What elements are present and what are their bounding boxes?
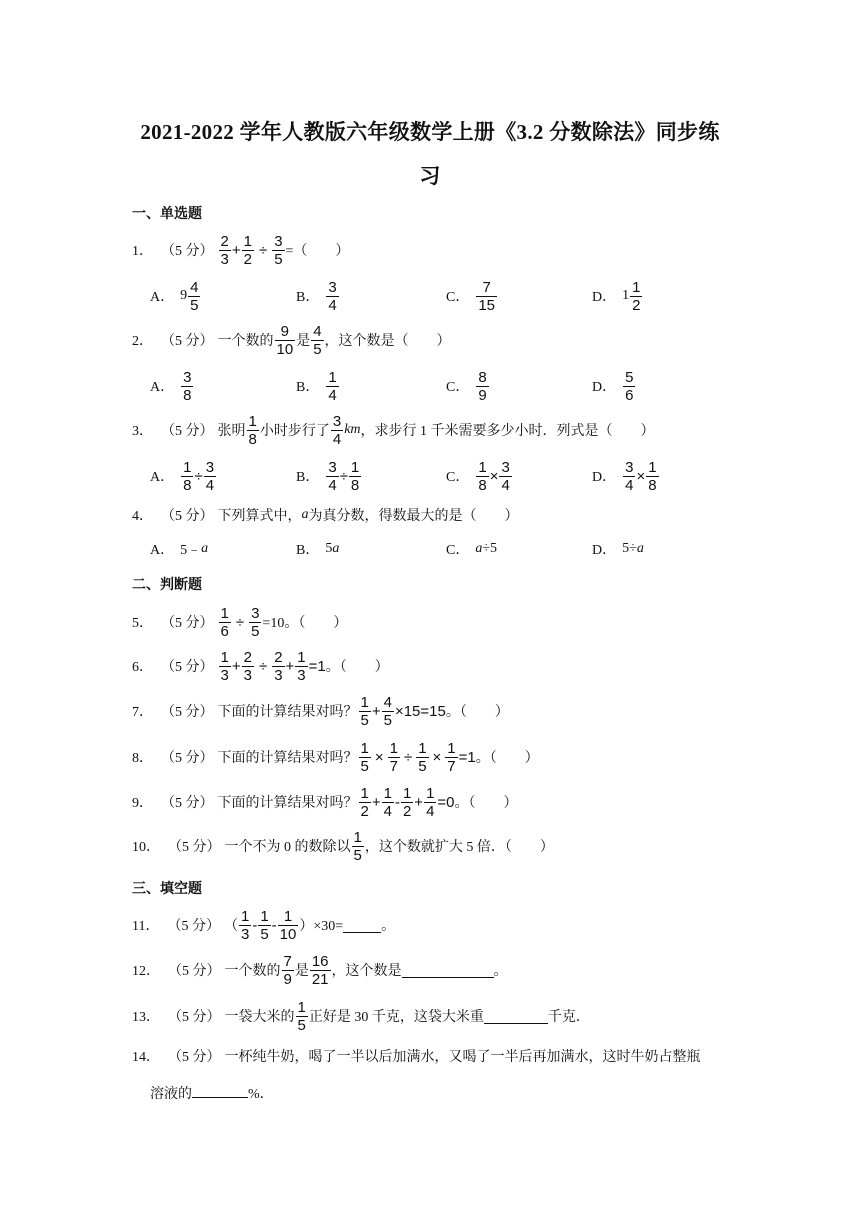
question-text: 为真分数，得数最大的是（ ） xyxy=(308,509,519,524)
question-13 xyxy=(132,996,590,1036)
question-score: （5 分） xyxy=(168,1010,221,1025)
option-d[interactable]: D． $\frac{5}{6}$ xyxy=(592,368,634,404)
answer-blank[interactable] xyxy=(402,963,494,978)
question-5 xyxy=(132,602,347,642)
question-number: 4． xyxy=(132,509,153,524)
fraction: $\frac{1}{7}$ xyxy=(389,739,398,775)
option-c[interactable]: C． $\frac{1}{8}$ × $\frac{3}{4}$ xyxy=(446,458,510,494)
fraction: $\frac{1}{8}$ xyxy=(248,412,257,448)
section-fill-blank: 三、填空题 xyxy=(132,882,202,897)
question-8 xyxy=(132,737,539,777)
section-true-false: 二、判断题 xyxy=(132,578,202,593)
question-text: 一杯纯牛奶，喝了一半以后加满水，又喝了一半后再加满水，这时牛奶占整瓶 xyxy=(224,1050,701,1065)
question-3 xyxy=(132,410,655,450)
question-text: 是 xyxy=(296,334,311,349)
question-score: （5 分） xyxy=(161,509,214,524)
question-end: 千克． xyxy=(547,1010,590,1025)
question-text: 张明 xyxy=(217,424,246,439)
operator: + xyxy=(371,702,381,720)
question-score: （5 分） xyxy=(161,796,214,811)
fraction: $\frac{1}{3}$ xyxy=(240,907,250,943)
fraction: $\frac{4}{5}$ xyxy=(383,693,392,729)
fraction: $\frac{1}{5}$ xyxy=(418,739,427,775)
operator: ÷ xyxy=(258,657,268,675)
option-d[interactable]: D． 5÷ a xyxy=(592,541,644,558)
question-text: 一个不为 0 的数除以 xyxy=(224,840,351,855)
question-text: 下面的计算结果对吗？ xyxy=(217,705,358,720)
question-12 xyxy=(132,950,508,990)
fraction: $\frac{1}{7}$ xyxy=(447,739,456,775)
page-title-continued: 习 xyxy=(419,164,441,188)
fraction: $\frac{16}{21}$ xyxy=(311,952,329,988)
question-1 xyxy=(132,230,349,270)
fraction: $\frac{1}{2}$ xyxy=(360,784,369,820)
question-number: 6． xyxy=(132,660,153,675)
equation-result: =1 xyxy=(308,657,326,675)
options-q1 xyxy=(150,276,710,316)
question-text: 一袋大米的 xyxy=(224,1010,295,1025)
question-end: %． xyxy=(248,1087,274,1102)
option-d[interactable]: D． 1 $\frac{1}{2}$ xyxy=(592,278,641,314)
question-tail: 。（ ） xyxy=(445,705,509,720)
fraction: $\frac{1}{4}$ xyxy=(383,784,392,820)
question-text: 一个数的 xyxy=(217,334,274,349)
question-text: ，这个数就扩大 5 倍．（ ） xyxy=(364,840,554,855)
page-title: 2021-2022 学年人教版六年级数学上册《3.2 分数除法》同步练 xyxy=(140,120,720,144)
question-number: 2． xyxy=(132,334,153,349)
operator: ÷ xyxy=(403,748,413,766)
question-14 xyxy=(132,1036,701,1076)
question-score: （5 分） xyxy=(168,840,221,855)
question-text: 是 xyxy=(294,964,309,979)
options-q4 xyxy=(150,529,710,569)
unit-label: km xyxy=(344,422,361,437)
question-score: （5 分） xyxy=(161,244,214,259)
question-end: 。 xyxy=(381,919,396,934)
question-number: 3． xyxy=(132,424,153,439)
question-number: 5． xyxy=(132,616,153,631)
question-14-continued xyxy=(150,1083,274,1103)
operator: × xyxy=(432,748,442,766)
fraction: $\frac{2}{3}$ xyxy=(243,648,252,684)
question-tail: =10。（ ） xyxy=(262,616,348,631)
fraction: $\frac{2}{3}$ xyxy=(274,648,283,684)
option-a[interactable]: A． $\frac{3}{8}$ xyxy=(150,368,192,404)
option-b[interactable]: B． $\frac{3}{4}$ xyxy=(296,278,337,314)
option-c[interactable]: C． $\frac{7}{15}$ xyxy=(446,278,496,314)
answer-blank[interactable] xyxy=(192,1083,248,1098)
question-2 xyxy=(132,320,451,360)
question-score: （5 分） xyxy=(161,616,214,631)
operator: + xyxy=(285,657,295,675)
question-score: （5 分） xyxy=(168,1050,221,1065)
fraction: $\frac{1}{5}$ xyxy=(353,828,362,864)
equation-result: =0 xyxy=(437,793,455,811)
question-10 xyxy=(132,826,554,866)
question-text: ，求步行 1 千米需要多少小时．列式是（ ） xyxy=(360,424,655,439)
question-number: 13． xyxy=(132,1010,160,1025)
question-number: 1． xyxy=(132,244,153,259)
operator: - xyxy=(271,916,277,934)
question-number: 8． xyxy=(132,751,153,766)
option-c[interactable]: C． a ÷5 xyxy=(446,541,498,558)
question-score: （5 分） xyxy=(161,660,214,675)
question-score: （5 分） xyxy=(161,751,214,766)
operator: ÷ xyxy=(258,241,268,259)
question-7 xyxy=(132,691,509,731)
fraction: $\frac{1}{3}$ xyxy=(220,648,229,684)
fraction: $\frac{1}{2}$ xyxy=(402,784,412,820)
fraction: $\frac{4}{5}$ xyxy=(313,322,322,358)
question-text: 下列算式中， xyxy=(217,509,302,524)
operator: - xyxy=(252,916,258,934)
question-text: 小时步行了 xyxy=(259,424,330,439)
options-q3 xyxy=(150,456,710,496)
options-q2 xyxy=(150,366,710,406)
question-number: 7． xyxy=(132,705,153,720)
expression: ×15=15 xyxy=(394,702,446,720)
fraction: $\frac{1}{5}$ xyxy=(360,739,369,775)
operator: + xyxy=(231,657,241,675)
operator: + xyxy=(231,241,241,259)
fraction: $\frac{1}{5}$ xyxy=(260,907,269,943)
operator: + xyxy=(414,793,424,811)
operator: - xyxy=(394,793,400,811)
question-text: 下面的计算结果对吗？ xyxy=(217,751,358,766)
question-text: ，这个数是（ ） xyxy=(324,334,451,349)
question-score: （5 分） xyxy=(161,705,214,720)
question-text: 溶液的 xyxy=(150,1087,192,1102)
question-number: 11． xyxy=(132,919,160,934)
variable: a xyxy=(301,507,309,522)
operator: ÷ xyxy=(235,613,245,631)
question-text: ，这个数是 xyxy=(331,964,402,979)
answer-blank[interactable] xyxy=(343,918,381,933)
question-text: 一个数的 xyxy=(224,964,281,979)
question-tail: 。（ ） xyxy=(475,751,539,766)
operator: + xyxy=(371,793,381,811)
question-score: （5 分） xyxy=(161,334,214,349)
fraction: $\frac{1}{5}$ xyxy=(360,693,369,729)
option-a[interactable]: A． 5﹣ a xyxy=(150,541,209,558)
option-b[interactable]: B． 5 a xyxy=(296,541,340,558)
question-number: 9． xyxy=(132,796,153,811)
fraction: $\frac{1}{2}$ xyxy=(243,232,252,268)
fraction: $\frac{3}{5}$ xyxy=(274,232,283,268)
equation-result: =1 xyxy=(458,748,476,766)
question-tail: 。（ ） xyxy=(454,796,518,811)
open-paren: （ xyxy=(223,919,238,934)
section-single-choice: 一、单选题 xyxy=(132,207,202,222)
answer-blank[interactable] xyxy=(484,1009,548,1024)
option-b[interactable]: B． $\frac{3}{4}$ ÷ $\frac{1}{8}$ xyxy=(296,458,360,494)
fraction: $\frac{3}{4}$ xyxy=(332,412,342,448)
fraction: $\frac{1}{6}$ xyxy=(220,604,229,640)
question-tail: =（ ） xyxy=(285,244,350,259)
fraction: $\frac{1}{4}$ xyxy=(426,784,435,820)
question-text: 正好是 30 千克，这袋大米重 xyxy=(308,1010,484,1025)
question-11 xyxy=(132,905,395,945)
question-end: 。 xyxy=(493,964,508,979)
fraction: $\frac{9}{10}$ xyxy=(276,322,294,358)
fraction: $\frac{1}{10}$ xyxy=(279,907,297,943)
option-d[interactable]: D． $\frac{3}{4}$ × $\frac{1}{8}$ xyxy=(592,458,657,494)
question-tail: 。（ ） xyxy=(325,660,389,675)
fraction: $\frac{1}{5}$ xyxy=(297,998,306,1034)
question-number: 14． xyxy=(132,1050,160,1065)
fraction: $\frac{3}{5}$ xyxy=(251,604,260,640)
question-score: （5 分） xyxy=(168,964,221,979)
question-6 xyxy=(132,646,389,686)
operator: × xyxy=(374,748,384,766)
option-a[interactable]: A． 9 $\frac{4}{5}$ xyxy=(150,278,199,314)
fraction: $\frac{7}{9}$ xyxy=(283,952,292,988)
question-9 xyxy=(132,782,518,822)
question-number: 12． xyxy=(132,964,160,979)
fraction: $\frac{2}{3}$ xyxy=(220,232,229,268)
question-text: 下面的计算结果对吗？ xyxy=(217,796,358,811)
option-b[interactable]: B． $\frac{1}{4}$ xyxy=(296,368,337,404)
option-a[interactable]: A． $\frac{1}{8}$ ÷ $\frac{3}{4}$ xyxy=(150,458,215,494)
question-score: （5 分） xyxy=(167,919,220,934)
fraction: $\frac{1}{3}$ xyxy=(297,648,306,684)
question-score: （5 分） xyxy=(161,424,214,439)
question-tail: ）×30= xyxy=(299,919,344,934)
question-number: 10． xyxy=(132,840,160,855)
option-c[interactable]: C． $\frac{8}{9}$ xyxy=(446,368,487,404)
